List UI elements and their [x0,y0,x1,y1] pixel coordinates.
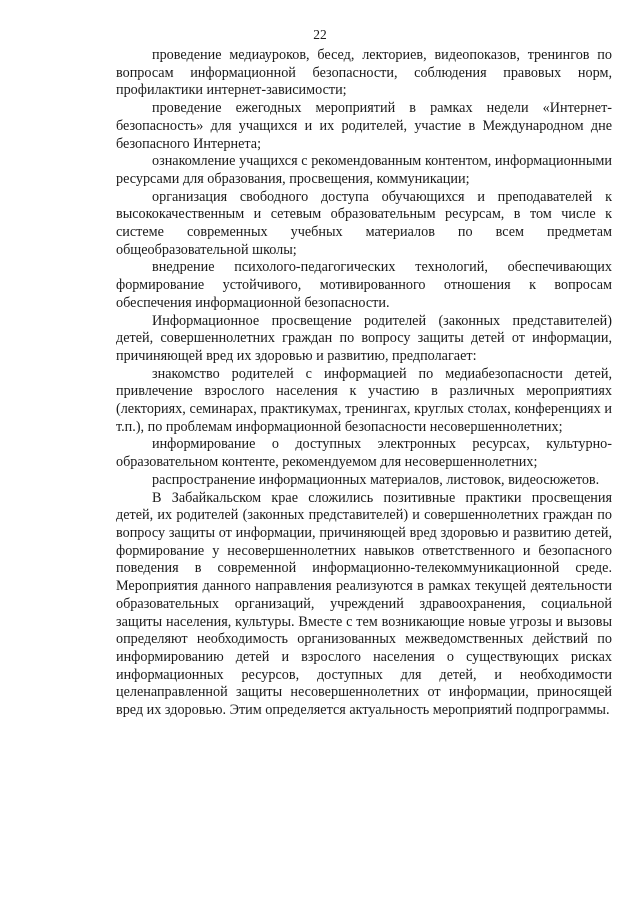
page-number: 22 [313,27,327,42]
paragraph-parents-acquaintance: знакомство родителей с информацией по медиабезопасности детей, привлечение взрослого населения к участию в различных мероприятиях (лекториях, семинарах, практикумах, тренингах, круглых столах, конференциях и т.п.), по проблемам информационной безопасности несовершеннолетних; [116,365,612,435]
paragraph-internet-week: проведение ежегодных мероприятий в рамках недели «Интернет-безопасность» для учащихся и их родителей, участие в Международном дне безопасного Интернета; [116,100,612,152]
paragraph-mediaurok: проведение медиауроков, бесед, лекториев, видеопоказов, тренингов по вопросам информационной безопасности, соблюдения правовых норм, профилактики интернет-зависимости; [116,47,612,99]
document-body [116,47,612,720]
paragraph-parents-education: Информационное просвещение родителей (законных представителей) детей, совершеннолетних граждан по вопросу защиты детей от информации, причиняющей вред их здоровью и развитию, предполагает: [116,312,612,364]
paragraph-psych-technologies: внедрение психолого-педагогических технологий, обеспечивающих формирование устойчивого, мотивированного отношения к вопросам обеспечения информационной безопасности. [116,259,612,311]
paragraph-zabaikalsky-practices: В Забайкальском крае сложились позитивные практики просвещения детей, их родителей (законных представителей) и совершеннолетних граждан по вопросу защиты от информации, причиняющей вред здоровью и развитию детей, формирование у несовершеннолетних навыков ответственного и безопасного поведения в современной информационно-телекоммуникационной среде. Мероприятия данного направления реализуются в рамках текущей деятельности образовательных организаций, учреждений здравоохранения, социальной защиты населения, культуры. Вместе с тем возникающие новые угрозы и вызовы определяют необходимость организованных межведомственных действий по информированию детей и взрослого населения о существующих рисках информационных ресурсов, доступных для детей, и необходимости целенаправленной защиты несовершеннолетних от информации, приносящей вред их здоровью. Этим определяется актуальность мероприятий подпрограммы. [116,489,612,719]
paragraph-content-acquaintance: ознакомление учащихся с рекомендованным контентом, информационными ресурсами для образования, просвещения, коммуникации; [116,153,612,187]
paragraph-electronic-resources: информирование о доступных электронных ресурсах, культурно-образовательном контенте, рекомендуемом для несовершеннолетних; [116,436,612,471]
paragraph-distribution: распространение информационных материалов, листовок, видеосюжетов. [152,471,600,488]
paragraph-free-access: организация свободного доступа обучающихся и преподавателей к высококачественным и сетевым образовательным ресурсам, в том числе к системе современных учебных материалов по всем предметам общеобразовательной школы; [116,188,612,258]
